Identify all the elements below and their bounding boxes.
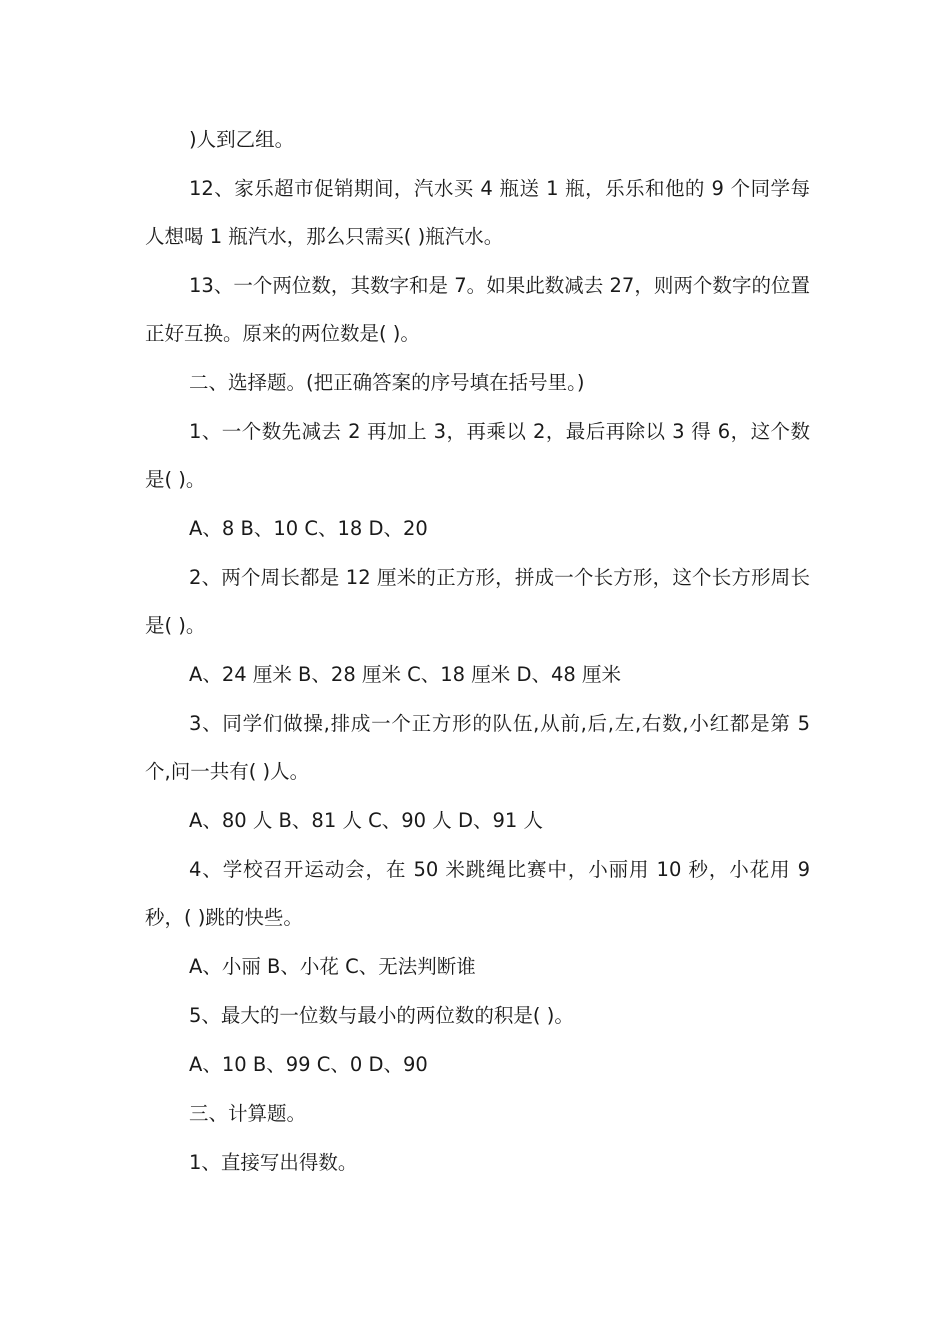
choice-question-3: 3、同学们做操,排成一个正方形的队伍,从前,后,左,右数,小红都是第 5 个,问一共有( )人。 <box>145 712 810 783</box>
section-heading-choice: 二、选择题。(把正确答案的序号填在括号里。) <box>189 371 585 394</box>
choice-options-4: A、小丽 B、小花 C、无法判断谁 <box>189 955 476 978</box>
choice-options-1: A、8 B、10 C、18 D、20 <box>189 517 428 540</box>
choice-question-1: 1、一个数先减去 2 再加上 3，再乘以 2，最后再除以 3 得 6，这个数是( )。 <box>145 420 810 491</box>
paragraph-continuation: )人到乙组。 <box>189 128 295 151</box>
calculation-question-1: 1、直接写出得数。 <box>189 1151 358 1174</box>
choice-question-4: 4、学校召开运动会，在 50 米跳绳比赛中，小丽用 10 秒，小花用 9 秒，( )跳的快些。 <box>145 858 810 929</box>
question-12: 12、家乐超市促销期间，汽水买 4 瓶送 1 瓶，乐乐和他的 9 个同学每人想喝 1 瓶汽水，那么只需买( )瓶汽水。 <box>145 177 810 248</box>
choice-options-2: A、24 厘米 B、28 厘米 C、18 厘米 D、48 厘米 <box>189 663 621 686</box>
choice-question-5: 5、最大的一位数与最小的两位数的积是( )。 <box>189 1004 574 1027</box>
choice-options-3: A、80 人 B、81 人 C、90 人 D、91 人 <box>189 809 543 832</box>
choice-options-5: A、10 B、99 C、0 D、90 <box>189 1053 428 1076</box>
document-body <box>145 116 810 1187</box>
question-13: 13、一个两位数，其数字和是 7。如果此数减去 27，则两个数字的位置正好互换。原来的两位数是( )。 <box>145 274 810 345</box>
section-heading-calculation: 三、计算题。 <box>189 1102 307 1125</box>
choice-question-2: 2、两个周长都是 12 厘米的正方形，拼成一个长方形，这个长方形周长是( )。 <box>145 566 810 637</box>
